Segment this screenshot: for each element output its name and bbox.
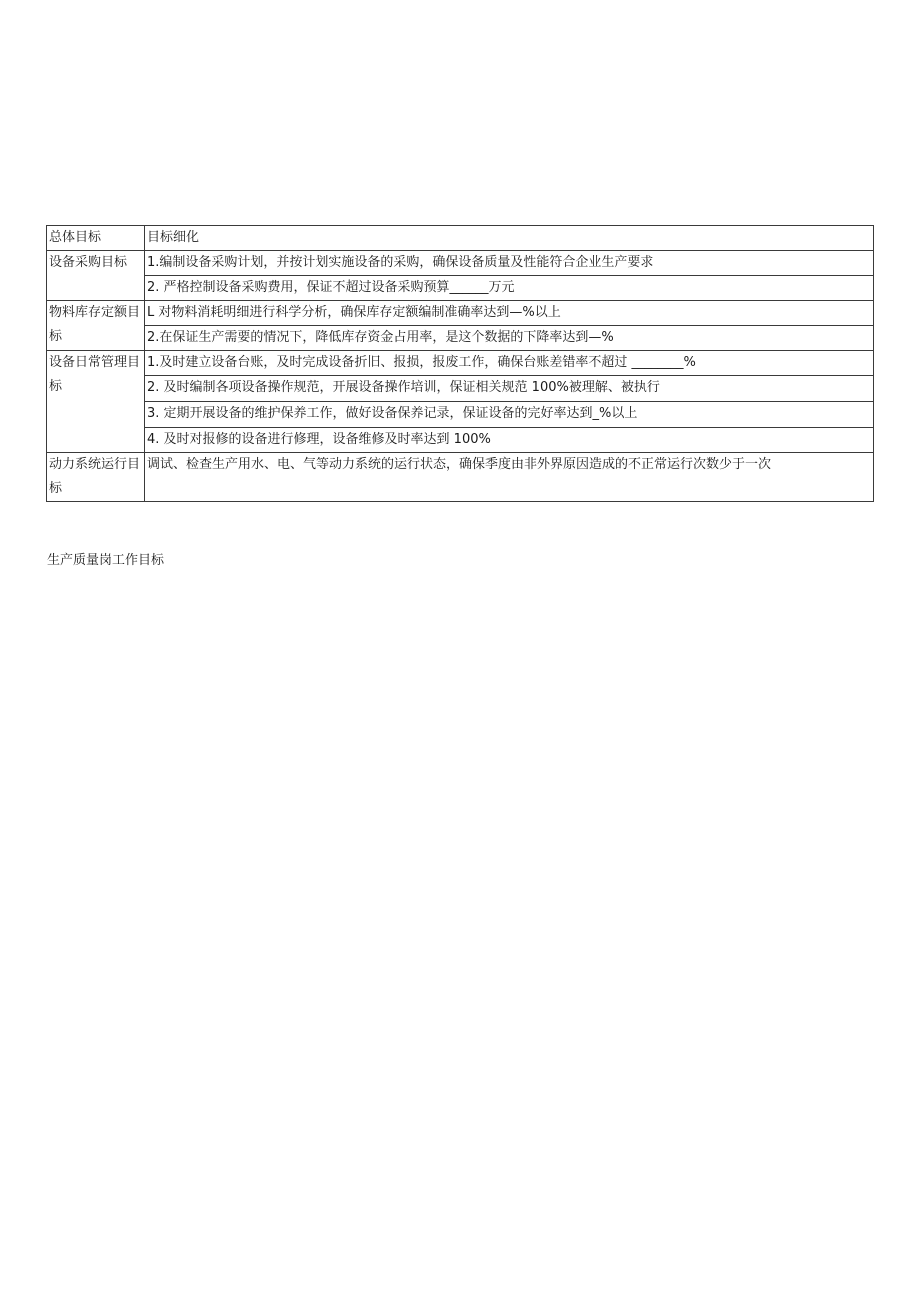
section-heading: 生产质量岗工作目标: [47, 553, 165, 568]
goal-detail: 2. 严格控制设备采购费用，保证不超过设备采购预算______万元: [145, 276, 874, 301]
table-row: [47, 326, 874, 351]
goal-detail: 3. 定期开展设备的维护保养工作，做好设备保养记录，保证设备的完好率达到_%以上: [145, 402, 874, 428]
table-row: [47, 301, 874, 326]
goal-detail: 1.及时建立设备台账，及时完成设备折旧、报损，报废工作，确保台账差错率不超过 ________%: [145, 351, 874, 376]
table-header-row: [47, 226, 874, 251]
table-row: [47, 351, 874, 376]
goal-detail: 2.在保证生产需要的情况下，降低库存资金占用率，是这个数据的下降率达到—%: [145, 326, 874, 351]
goal-detail: 1.编制设备采购计划，并按计划实施设备的采购，确保设备质量及性能符合企业生产要求: [145, 251, 874, 276]
table-row: [47, 251, 874, 276]
goal-detail: L 对物料消耗明细进行科学分析，确保库存定额编制准确率达到—%以上: [145, 301, 874, 326]
header-goal-breakdown: 目标细化: [145, 226, 874, 251]
goal-detail: 4. 及时对报修的设备进行修理，设备维修及时率达到 100%: [145, 428, 874, 453]
table-row: [47, 402, 874, 428]
goal-detail: 2. 及时编制各项设备操作规范，开展设备操作培训，保证相关规范 100%被理解、被执行: [145, 376, 874, 402]
table-row: [47, 376, 874, 402]
goal-category-material-inventory: 物料库存定额目标: [47, 301, 145, 351]
work-objectives-table: [46, 225, 874, 502]
goal-category-power-system: 动力系统运行目标: [47, 453, 145, 502]
goal-category-daily-management: 设备日常管理目标: [47, 351, 145, 453]
goal-detail: 调试、检查生产用水、电、气等动力系统的运行状态，确保季度由非外界原因造成的不正常运行次数少于一次: [145, 453, 874, 502]
header-overall-goal: 总体目标: [47, 226, 145, 251]
goal-category-equipment-purchase: 设备采购目标: [47, 251, 145, 301]
table-row: [47, 428, 874, 453]
table-row: [47, 276, 874, 301]
table-row: [47, 453, 874, 502]
